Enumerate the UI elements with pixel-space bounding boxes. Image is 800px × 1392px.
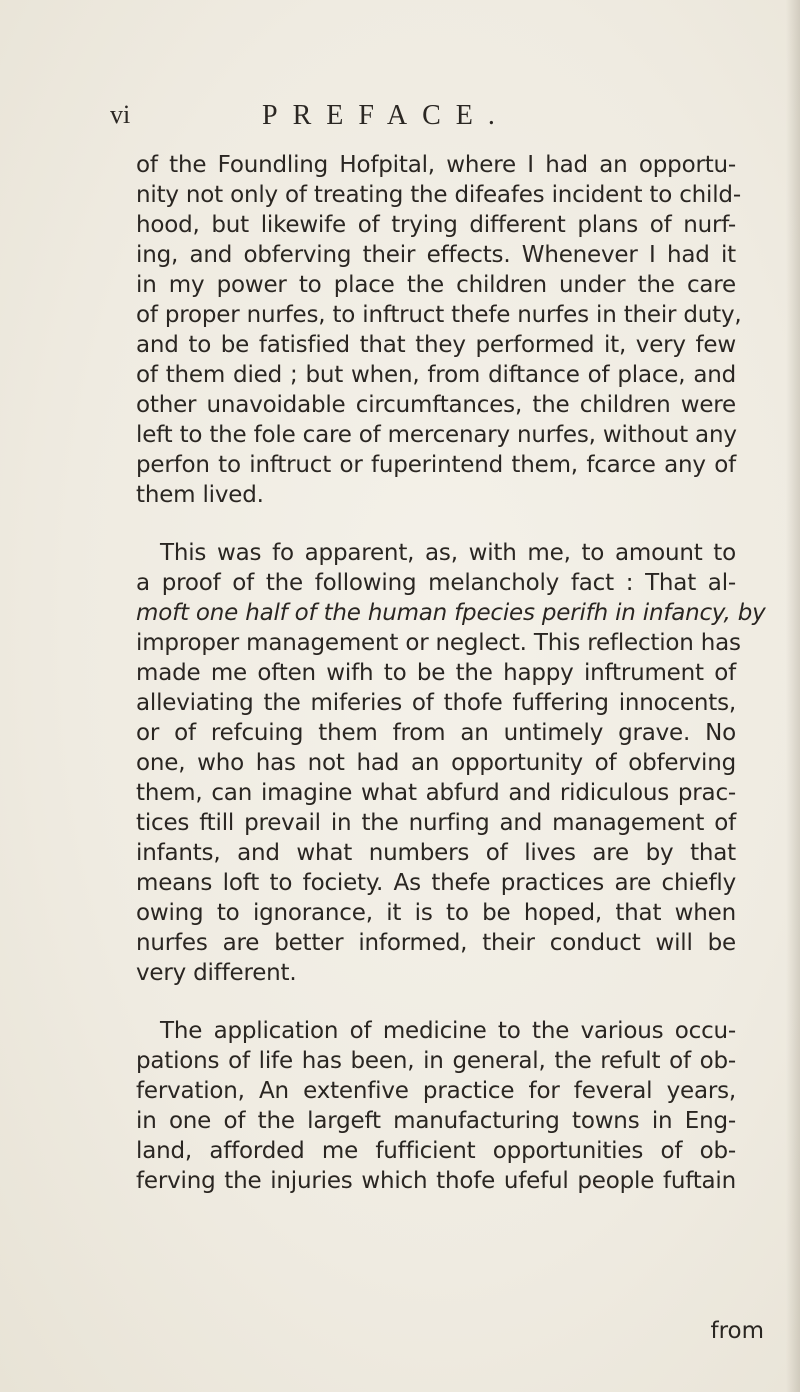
paragraph-gap (136, 510, 736, 538)
text-line: The application of medicine to the various occu- (160, 1018, 736, 1044)
text-line: other unavoidable circumftances, the children were (136, 392, 736, 418)
text-line: of proper nurfes, to inftruct thefe nurfes in their duty, (136, 302, 742, 328)
text-line: left to the fole care of mercenary nurfes, without any (136, 422, 737, 448)
text-line: means loft to fociety. As thefe practices are chiefly (136, 870, 736, 896)
text-line: improper management or neglect. This reflection has (136, 630, 741, 656)
text-line: in one of the largeft manufacturing towns in Eng- (136, 1108, 736, 1134)
text-line: ferving the injuries which thofe ufeful people fuftain (136, 1168, 736, 1194)
text-line: ing, and obferving their effects. Whenever I had it (136, 242, 736, 268)
text-line: owing to ignorance, it is to be hoped, that when (136, 900, 736, 926)
text-line: moft one half of the human fpecies perifh in infancy, by (136, 600, 766, 626)
text-line: alleviating the miferies of thofe fuffering innocents, (136, 690, 736, 716)
text-line: nity not only of treating the difeafes incident to child- (136, 182, 741, 208)
paragraph (136, 538, 766, 988)
page-edge-shadow (786, 0, 800, 1392)
page-number: vi (110, 100, 131, 129)
text-line: them lived. (136, 482, 264, 508)
text-line: pations of life has been, in general, the refult of ob- (136, 1048, 736, 1074)
text-line: and to be fatisfied that they performed it, very few (136, 332, 736, 358)
text-line: tices ftill prevail in the nurfing and management of (136, 810, 736, 836)
text-line: or of refcuing them from an untimely grave. No (136, 720, 736, 746)
paragraph (136, 1016, 736, 1196)
text-line: This was fo apparent, as, with me, to amount to (160, 540, 736, 566)
text-line: one, who has not had an opportunity of obferving (136, 750, 736, 776)
text-line: of them died ; but when, from diftance of place, and (136, 362, 736, 388)
text-line: of the Foundling Hofpital, where I had an opportu- (136, 152, 736, 178)
text-line: hood, but likewife of trying different plans of nurf- (136, 212, 736, 238)
running-title: PREFACE. (262, 100, 510, 131)
running-head (110, 100, 750, 140)
text-line: them, can imagine what abfurd and ridiculous prac- (136, 780, 736, 806)
body-text (136, 150, 766, 1196)
text-line: a proof of the following melancholy fact : That al- (136, 570, 736, 596)
text-line: nurfes are better informed, their conduct will be (136, 930, 736, 956)
text-line: infants, and what numbers of lives are by that (136, 840, 736, 866)
text-line: very different. (136, 960, 297, 986)
text-line: made me often wifh to be the happy inftrument of (136, 660, 736, 686)
text-line: land, afforded me fufficient opportunities of ob- (136, 1138, 736, 1164)
text-line: perfon to inftruct or fuperintend them, fcarce any of (136, 452, 736, 478)
paragraph-gap (136, 988, 736, 1016)
text-line: fervation, An extenfive practice for feveral years, (136, 1078, 736, 1104)
catchword: from (710, 1318, 764, 1344)
paragraph (136, 150, 742, 510)
text-line: in my power to place the children under the care (136, 272, 736, 298)
